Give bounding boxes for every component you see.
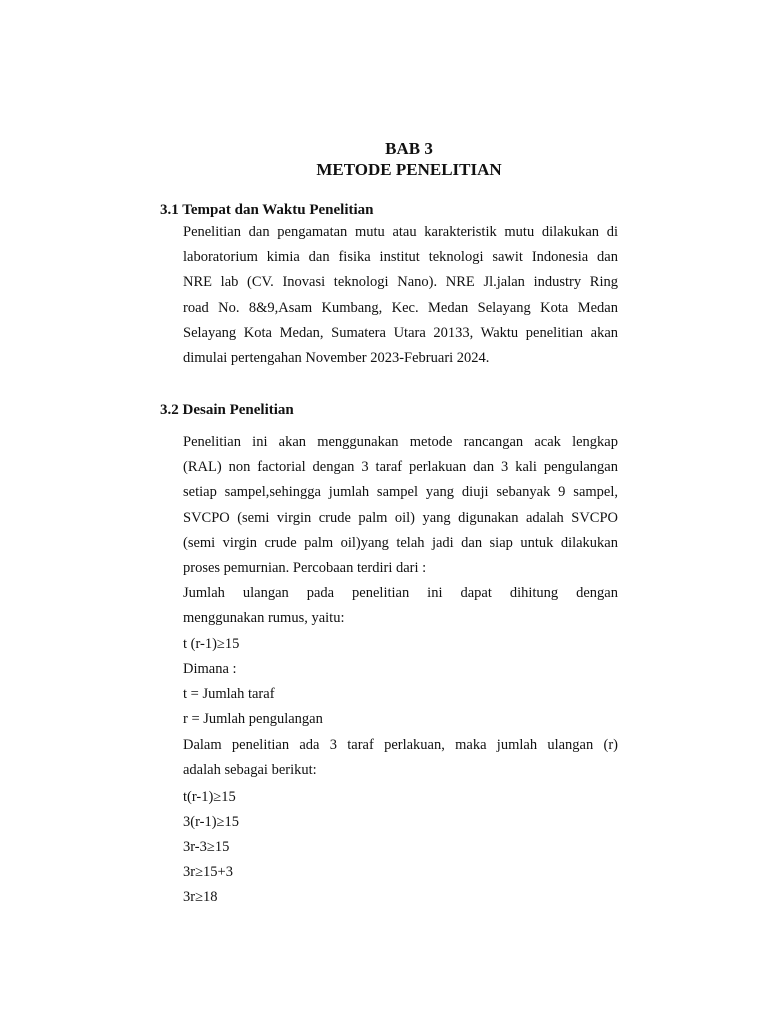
paragraph-line: proses pemurnian. Percobaan terdiri dari :	[183, 559, 427, 576]
section-3-1-paragraph	[183, 220, 618, 371]
paragraph-line: Penelitian ini akan menggunakan metode rancangan acak lengkap	[183, 434, 618, 450]
paragraph-line: Selayang Kota Medan, Sumatera Utara 20133, Waktu penelitian akan	[183, 324, 618, 341]
chapter-title: METODE PENELITIAN	[316, 160, 502, 179]
paragraph-line: adalah sebagai berikut:	[183, 762, 317, 779]
paragraph-line: Jumlah ulangan pada penelitian ini dapat dihitung dengan	[183, 585, 618, 602]
paragraph-line: (RAL) non factorial dengan 3 taraf perlakuan dan 3 kali pengulangan	[183, 459, 618, 476]
calc-step: 3(r-1)≥15	[183, 814, 239, 830]
paragraph-line: dimulai pertengahan November 2023-Februari 2024.	[183, 349, 490, 366]
definition-r: r = Jumlah pengulangan	[183, 711, 323, 727]
paragraph-line: NRE lab (CV. Inovasi teknologi Nano). NRE Jl.jalan industry Ring	[183, 274, 618, 291]
paragraph-line: road No. 8&9,Asam Kumbang, Kec. Medan Selayang Kota Medan	[183, 299, 618, 316]
definition-t: t = Jumlah taraf	[183, 686, 275, 702]
chapter-number: BAB 3	[385, 139, 433, 158]
paragraph-line: laboratorium kimia dan fisika institut teknologi sawit Indonesia dan	[183, 249, 618, 266]
calc-step: t(r-1)≥15	[183, 789, 236, 805]
formula: t (r-1)≥15	[183, 636, 240, 652]
paragraph-line: SVCPO (semi virgin crude palm oil) yang digunakan adalah SVCPO	[183, 509, 618, 526]
paragraph-line: (semi virgin crude palm oil)yang telah jadi dan siap untuk dilakukan	[183, 534, 618, 551]
paragraph-line: menggunakan rumus, yaitu:	[183, 610, 345, 627]
paragraph-line: setiap sampel,sehingga jumlah sampel yang diuji sebanyak 9 sampel,	[183, 484, 618, 501]
calculation-intro	[183, 733, 618, 783]
paragraph-line: Dalam penelitian ada 3 taraf perlakuan, maka jumlah ulangan (r)	[183, 737, 618, 753]
calc-step: 3r-3≥15	[183, 839, 230, 855]
where-label: Dimana :	[183, 661, 237, 677]
section-heading-3-2: 3.2 Desain Penelitian	[160, 402, 294, 418]
paragraph-line: Penelitian dan pengamatan mutu atau karakteristik mutu dilakukan di	[183, 224, 618, 240]
section-3-2-paragraph	[183, 430, 618, 632]
calc-step: 3r≥18	[183, 889, 218, 905]
calc-step: 3r≥15+3	[183, 864, 233, 880]
section-heading-3-1: 3.1 Tempat dan Waktu Penelitian	[160, 202, 374, 218]
